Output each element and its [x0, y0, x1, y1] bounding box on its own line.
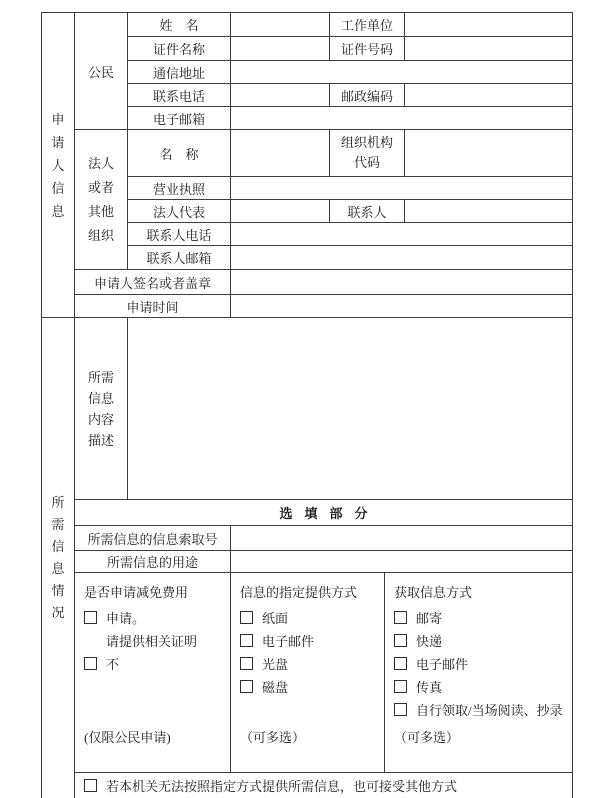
obtain-option-label: 传真	[416, 680, 443, 695]
field-value-cert-no	[405, 37, 573, 61]
org-label-line: 或者	[87, 179, 114, 195]
field-value-business-license	[231, 177, 573, 200]
fallback-note-label: 若本机关无法按照指定方式提供所需信息，也可接受其他方式	[106, 779, 458, 794]
content-desc-line: 信息	[87, 390, 114, 406]
obtain-option	[394, 653, 566, 676]
fee-option-apply-note: 请提供相关证明	[106, 634, 198, 649]
group-label-citizen: 公民	[75, 13, 128, 130]
field-value-work-unit	[405, 13, 573, 37]
checkbox-icon	[394, 611, 407, 624]
field-value-index-number	[231, 526, 573, 551]
field-value-contact-person	[405, 200, 573, 223]
checkbox-icon	[240, 680, 253, 693]
fee-reduction-cell	[75, 573, 231, 773]
checkbox-icon	[394, 703, 407, 716]
obtain-option-label: 电子邮件	[416, 657, 469, 672]
field-value-purpose	[231, 551, 573, 573]
checkbox-icon	[394, 634, 407, 647]
fallback-note-cell	[75, 773, 573, 798]
provide-option-label: 电子邮件	[262, 634, 315, 649]
field-value-org-code	[405, 130, 573, 177]
field-label-business-license: 营业执照	[128, 177, 231, 200]
fee-reduction-title: 是否申请减免费用	[84, 585, 189, 600]
content-desc-line: 描述	[87, 432, 114, 448]
field-label-signature: 申请人签名或者盖章	[75, 270, 231, 295]
obtain-option-label: 自行领取/当场阅读、抄录	[416, 703, 563, 718]
org-label-line: 法人	[87, 155, 114, 171]
field-value-phone	[231, 84, 330, 107]
checkbox-icon	[240, 657, 253, 670]
checkbox-icon	[84, 779, 97, 792]
field-label-org-code	[330, 130, 405, 177]
content-desc-line: 内容	[87, 411, 114, 427]
field-label-cert-no: 证件号码	[330, 37, 405, 61]
vertical-label-required-info: 所需信息情况	[51, 495, 65, 620]
obtain-option	[394, 676, 566, 699]
field-label-name: 姓 名	[128, 13, 231, 37]
provide-option	[240, 676, 378, 699]
fee-option-no	[84, 653, 224, 676]
field-label-contact-phone: 联系人电话	[128, 223, 231, 246]
checkbox-icon	[84, 657, 97, 670]
provide-method-cell	[231, 573, 385, 773]
field-value-signature	[231, 270, 573, 295]
application-form-table	[41, 12, 573, 798]
checkbox-icon	[394, 680, 407, 693]
fee-option-no-label: 不	[106, 657, 120, 672]
provide-option-label: 光盘	[262, 657, 289, 672]
field-label-purpose: 所需信息的用途	[75, 551, 231, 573]
optional-part-header: 选填部分	[75, 500, 573, 526]
provide-option	[240, 607, 378, 630]
field-label-content-description	[75, 318, 128, 500]
field-value-postcode	[405, 84, 573, 107]
field-value-contact-email	[231, 246, 573, 270]
provide-option	[240, 630, 378, 653]
field-value-name	[231, 13, 330, 37]
provide-option	[240, 653, 378, 676]
field-value-apply-time	[231, 295, 573, 318]
group-label-organization	[75, 130, 128, 270]
field-label-contact-email: 联系人邮箱	[128, 246, 231, 270]
checkbox-icon	[240, 611, 253, 624]
org-code-line: 组织机构	[341, 135, 394, 150]
field-value-org-name	[231, 130, 330, 177]
field-label-email: 电子邮箱	[128, 107, 231, 130]
checkbox-icon	[84, 611, 97, 624]
provide-option-label: 纸面	[262, 611, 289, 626]
field-value-legal-representative	[231, 200, 330, 223]
field-label-contact-person: 联系人	[330, 200, 405, 223]
spacer	[240, 699, 378, 728]
section-required-info-side-label	[42, 318, 75, 798]
obtain-method-cell	[385, 573, 573, 773]
field-value-cert-name	[231, 37, 330, 61]
provide-method-title: 信息的指定提供方式	[240, 585, 358, 600]
provide-method-footnote: （可多选）	[240, 730, 306, 745]
obtain-option	[394, 607, 566, 630]
field-label-cert-name: 证件名称	[128, 37, 231, 61]
field-value-email	[231, 107, 573, 130]
field-value-content-description	[128, 318, 573, 500]
checkbox-icon	[240, 634, 253, 647]
obtain-option	[394, 699, 566, 722]
field-label-postcode: 邮政编码	[330, 84, 405, 107]
field-value-address	[231, 61, 573, 84]
obtain-option-label: 快递	[416, 634, 443, 649]
section-applicant-side-label	[42, 13, 75, 318]
fee-option-apply-label: 申请。	[106, 611, 146, 626]
obtain-option-label: 邮寄	[416, 611, 443, 626]
fee-reduction-footnote: (仅限公民申请)	[84, 730, 171, 745]
field-label-org-name: 名 称	[128, 130, 231, 177]
content-desc-line: 所需	[87, 369, 114, 385]
org-label-line: 组织	[87, 227, 114, 243]
obtain-method-footnote: （可多选）	[394, 730, 460, 745]
checkbox-icon	[394, 657, 407, 670]
org-label-line: 其他	[87, 203, 114, 219]
field-label-legal-representative: 法人代表	[128, 200, 231, 223]
field-label-phone: 联系电话	[128, 84, 231, 107]
org-code-line: 代码	[354, 155, 381, 170]
vertical-label-applicant-info: 申请人信息	[51, 111, 65, 219]
field-label-apply-time: 申请时间	[75, 295, 231, 318]
field-label-index-number: 所需信息的信息索取号	[75, 526, 231, 551]
obtain-method-title: 获取信息方式	[394, 585, 473, 600]
fee-option-apply	[84, 607, 224, 630]
field-value-contact-phone	[231, 223, 573, 246]
obtain-option	[394, 630, 566, 653]
field-label-address: 通信地址	[128, 61, 231, 84]
provide-option-label: 磁盘	[262, 680, 289, 695]
field-label-work-unit: 工作单位	[330, 13, 405, 37]
spacer	[84, 676, 224, 728]
